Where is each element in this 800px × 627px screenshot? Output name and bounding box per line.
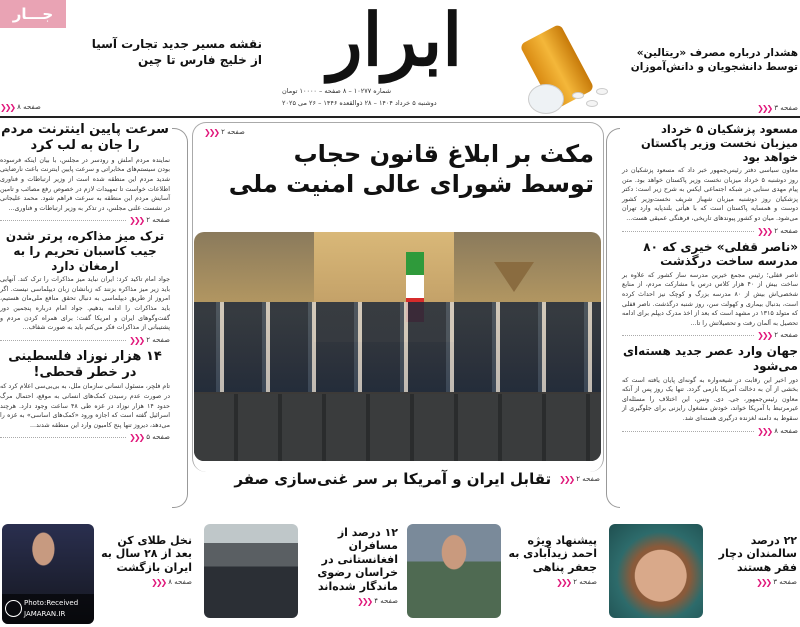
page-ref[interactable]: [507, 577, 597, 588]
arrow-icon: ❮❮❮: [556, 578, 571, 588]
sub-headline: تقابل ایران و آمریکا بر سر غنی‌سازی صفر: [234, 470, 552, 488]
headline-line: نقشه مسیر جدید تجارت آسیا: [91, 37, 262, 51]
story: [622, 240, 798, 329]
story-body: ناصر قفلی؛ رئیس مجمع خیرین مدرسه ساز کشور که علاوه بر ساخت بیش از ۴۰ هزار کلاس درس با مشارکت مردم، از منابع شخصی‌اش بیش از ۸۰ مدرسه بزرگ و کوچک نیز احداث کرده است، بدنبال بیماری و کهولت سن، روز شنبه درگذشت. ناصر قفلی که متولد ۱۳۱۵ در مشهد است که بعد از اخذ مدرک دیپلم برای ادامه تحصیل به آلمان رفت و تحصیلاتش را تا...: [622, 271, 798, 327]
pill-bottle-image: [520, 20, 610, 115]
issue-line: شماره ۱۰۲۷۷ – ۸ صفحه – ۱۰۰۰۰ تومان: [282, 87, 392, 95]
story-body: تام فلچر، مسئول انسانی سازمان ملل، به بی‌بی‌سی اعلام کرد که در صورت عدم رسیدن کمک‌های انسانی به موقع، احتمال مرگ حدود ۱۴ هزار نوزاد در غزه طی ۴۸ ساعت وجود دارد. هرچند اسرائیل گفته است که اجازه ورود «کمک‌های اساسی» به غزه را می‌دهد، دیروز تنها پنج کامیون وارد این منطقه شدند...: [0, 383, 170, 429]
page-ref[interactable]: [0, 215, 170, 226]
arrow-icon: ❮❮❮: [757, 104, 772, 113]
photo-watermark: [2, 594, 94, 624]
right-stories: [622, 122, 798, 437]
story: [0, 229, 170, 332]
page-ref[interactable]: [0, 335, 170, 346]
story-body: نماینده مردم املش و رودسر در مجلس، با بیان اینکه فرسوده بودن سیستم‌های مخابراتی و سرعت پایین اینترنت باعث نارضایتی شدید مردم این منطقه شده است از وزیر ارتباطات و فناوری اطلاعات خواست تا تمهیدات لازم در خصوص رفع مصائب و تامین آسایش مردم این منطقه به سرعت فراهم شود. محمد علیجانی در نشست علنی مجلس، در تذکر به وزیر ارتباطات و فناوری...: [0, 156, 170, 212]
ref-label: صفحه ۲: [573, 578, 597, 587]
headline-line: توسط شورای عالی امنیت ملی: [228, 170, 594, 198]
story-body: دور اخیر این رقابت در شیعه‌واره به گونه‌ای پایان یافته است که بخشی از آن به دخالت آمریکا بازمی گردد. تنها یک روز پس از آنکه معاون رئیس‌جمهور، جی. دی. ونس، این اختلاف را مسئله‌ای غیرمرتبط با آمریکا خواند، خودش مشغول رایزنی برای جلوگیری از سقوط به دامنه لغزنده درگیری هسته‌ای شد.: [622, 376, 798, 423]
page-ref[interactable]: [757, 103, 798, 114]
ref-label: صفحه ۸: [168, 578, 192, 587]
column-border: [606, 128, 620, 508]
arrow-icon: ❮❮❮: [204, 128, 219, 137]
story-headline: «ناصر قفلی» خیری که ۸۰ مدرسه ساخت درگذشت: [643, 239, 798, 269]
top-right-headline: [612, 46, 798, 74]
arrow-icon: ❮❮❮: [756, 578, 771, 588]
date-line: دوشنبه ۵ خرداد ۱۴۰۴ – ۲۸ ذوالقعده ۱۴۴۶ – ۲۶ می ۲۰۲۵: [282, 99, 437, 107]
main-headline: [192, 122, 604, 199]
arrow-icon: ❮❮❮: [757, 331, 772, 341]
bottom-item[interactable]: [405, 524, 600, 624]
story-headline: نخل طلای کن بعد از ۲۸ سال به ایران بازگشت: [101, 534, 192, 574]
bottom-item[interactable]: [200, 524, 400, 624]
arrow-icon: ❮❮❮: [129, 216, 144, 226]
ref-label: صفحه ۴: [374, 597, 398, 606]
story-body: جواد امام تاکید کرد: ایران نباید میز مذاکرات را ترک کند. آنهایی باید زیر میز مذاکره بزنند که زبانشان زبان دیپلماسی نیست. اگر امروز از طریق دیپلماسی به دنبال تحقق منافع ملی‌مان هستیم، باید مذاکرات را ادامه بدهیم. جواد امام درباره پنجمین دور گفت‌وگوهای ایران و امریکا گفت: برای همراه کردن مردم و پشتیبانی از مذاکرات فکر می‌کنم باید به صورت شفاف...: [0, 276, 170, 332]
ref-label: صفحه ۲: [576, 474, 600, 483]
headline-line: هشدار درباره مصرف «ریتالین»: [636, 47, 798, 59]
watermark-line: JAMARAN.IR: [24, 610, 66, 618]
story: [622, 344, 798, 423]
masthead-logo: ابرار: [327, 0, 463, 82]
arrow-icon: ❮❮❮: [129, 335, 144, 345]
story: [0, 349, 170, 431]
arrow-icon: ❮❮❮: [559, 474, 574, 484]
section-tag: جـــار: [0, 0, 66, 28]
page-ref[interactable]: [622, 226, 798, 237]
parliament-photo: [194, 232, 601, 461]
page-ref[interactable]: [622, 330, 798, 341]
director-photo: [2, 524, 94, 624]
page-ref[interactable]: [100, 577, 192, 588]
headline-line: توسط دانشجویان و دانش‌آموزان: [630, 61, 798, 73]
arrow-icon: ❮❮❮: [129, 433, 144, 443]
page-ref[interactable]: [707, 577, 797, 588]
jamaran-logo: [5, 600, 22, 617]
story-headline: سرعت پایین اینترنت مردم را جان به لب کرد: [1, 122, 169, 153]
top-left-headline: [0, 36, 262, 68]
arrow-icon: ❮❮❮: [357, 597, 372, 607]
story-body: معاون سیاسی دفتر رئیس‌جمهور خبر داد که مسعود پزشکیان در روز دوشنبه ۵ خرداد میزبان نخست وزیر پاکستان خواهد بود. متن پیام مهدی سنایی در شبکه اجتماعی ایکس به شرح زیر است: دکتر پزشکیان روز دوشنبه میزبان شهباز شریف نخست‌وزیر کشور دوست و همسایه پاکستان است که با هیأتی بلندپایه وارد تهران می‌شود. میان دو کشور پیوندهای تاریخی، فرهنگی عمیقی هست...: [622, 167, 798, 223]
ref-label: صفحه ۲: [146, 335, 170, 344]
page-ref[interactable]: [622, 426, 798, 437]
ref-label: صفحه ۸: [17, 103, 41, 111]
ref-label: صفحه ۳: [774, 104, 798, 112]
main-story: [192, 122, 604, 199]
arrow-icon: ❮❮❮: [151, 578, 166, 588]
story-headline: پیشنهاد ویژه احمد زیدآبادی به جعفر پناهی: [508, 534, 597, 574]
left-stories: [0, 122, 170, 443]
column-border: [172, 128, 188, 508]
arrow-icon: ❮❮❮: [757, 426, 772, 436]
ref-label: صفحه ۲: [146, 216, 170, 225]
header-divider: [0, 116, 800, 118]
page-ref[interactable]: [559, 474, 600, 485]
page-ref[interactable]: [304, 596, 398, 607]
sub-headline-row: [196, 470, 600, 488]
portrait-photo: [407, 524, 501, 618]
ref-label: صفحه ۲: [774, 226, 798, 235]
arrow-icon: ❮❮❮: [757, 226, 772, 236]
elderly-hands-photo: [609, 524, 703, 618]
bottom-item[interactable]: [0, 524, 196, 627]
ref-label: صفحه ۸: [774, 426, 798, 435]
headline-line: از خلیج فارس تا چین: [137, 53, 262, 67]
bus-passengers-photo: [204, 524, 298, 618]
headline-line: مکث بر ابلاغ قانون حجاب: [293, 140, 594, 168]
arrow-icon: ❮❮❮: [0, 103, 15, 112]
story: [622, 122, 798, 224]
bottom-item[interactable]: [605, 524, 800, 624]
page-ref[interactable]: [0, 432, 170, 443]
ref-label: صفحه ۲: [221, 128, 245, 136]
ref-label: صفحه ۵: [146, 433, 170, 442]
page-ref[interactable]: [0, 102, 41, 113]
story-headline: مسعود پزشکیان ۵ خرداد میزبان نخست وزیر پاکستان خواهد بود: [640, 122, 798, 165]
story-headline: ۱۲ درصد از مسافران افغانستانی در خراسان رضوی ماندگار شده‌اند: [317, 526, 398, 593]
story-headline: ۱۴ هزار نوزاد فلسطینی در خطر قحطی!: [8, 348, 162, 380]
story-headline: ۲۲ درصد سالمندان دچار فقر هستند: [718, 534, 797, 574]
watermark-line: Photo:Received: [24, 599, 79, 607]
ref-label: صفحه ۲: [774, 331, 798, 340]
story: [0, 122, 170, 213]
ref-label: صفحه ۳: [773, 578, 797, 587]
story-headline: ترک میز مذاکره، پرتر شدن جیب کاسبان تحریم را به ارمغان دارد: [5, 229, 165, 273]
story-headline: جهان وارد عصر جدید هسته‌ای می‌شود: [623, 344, 798, 374]
